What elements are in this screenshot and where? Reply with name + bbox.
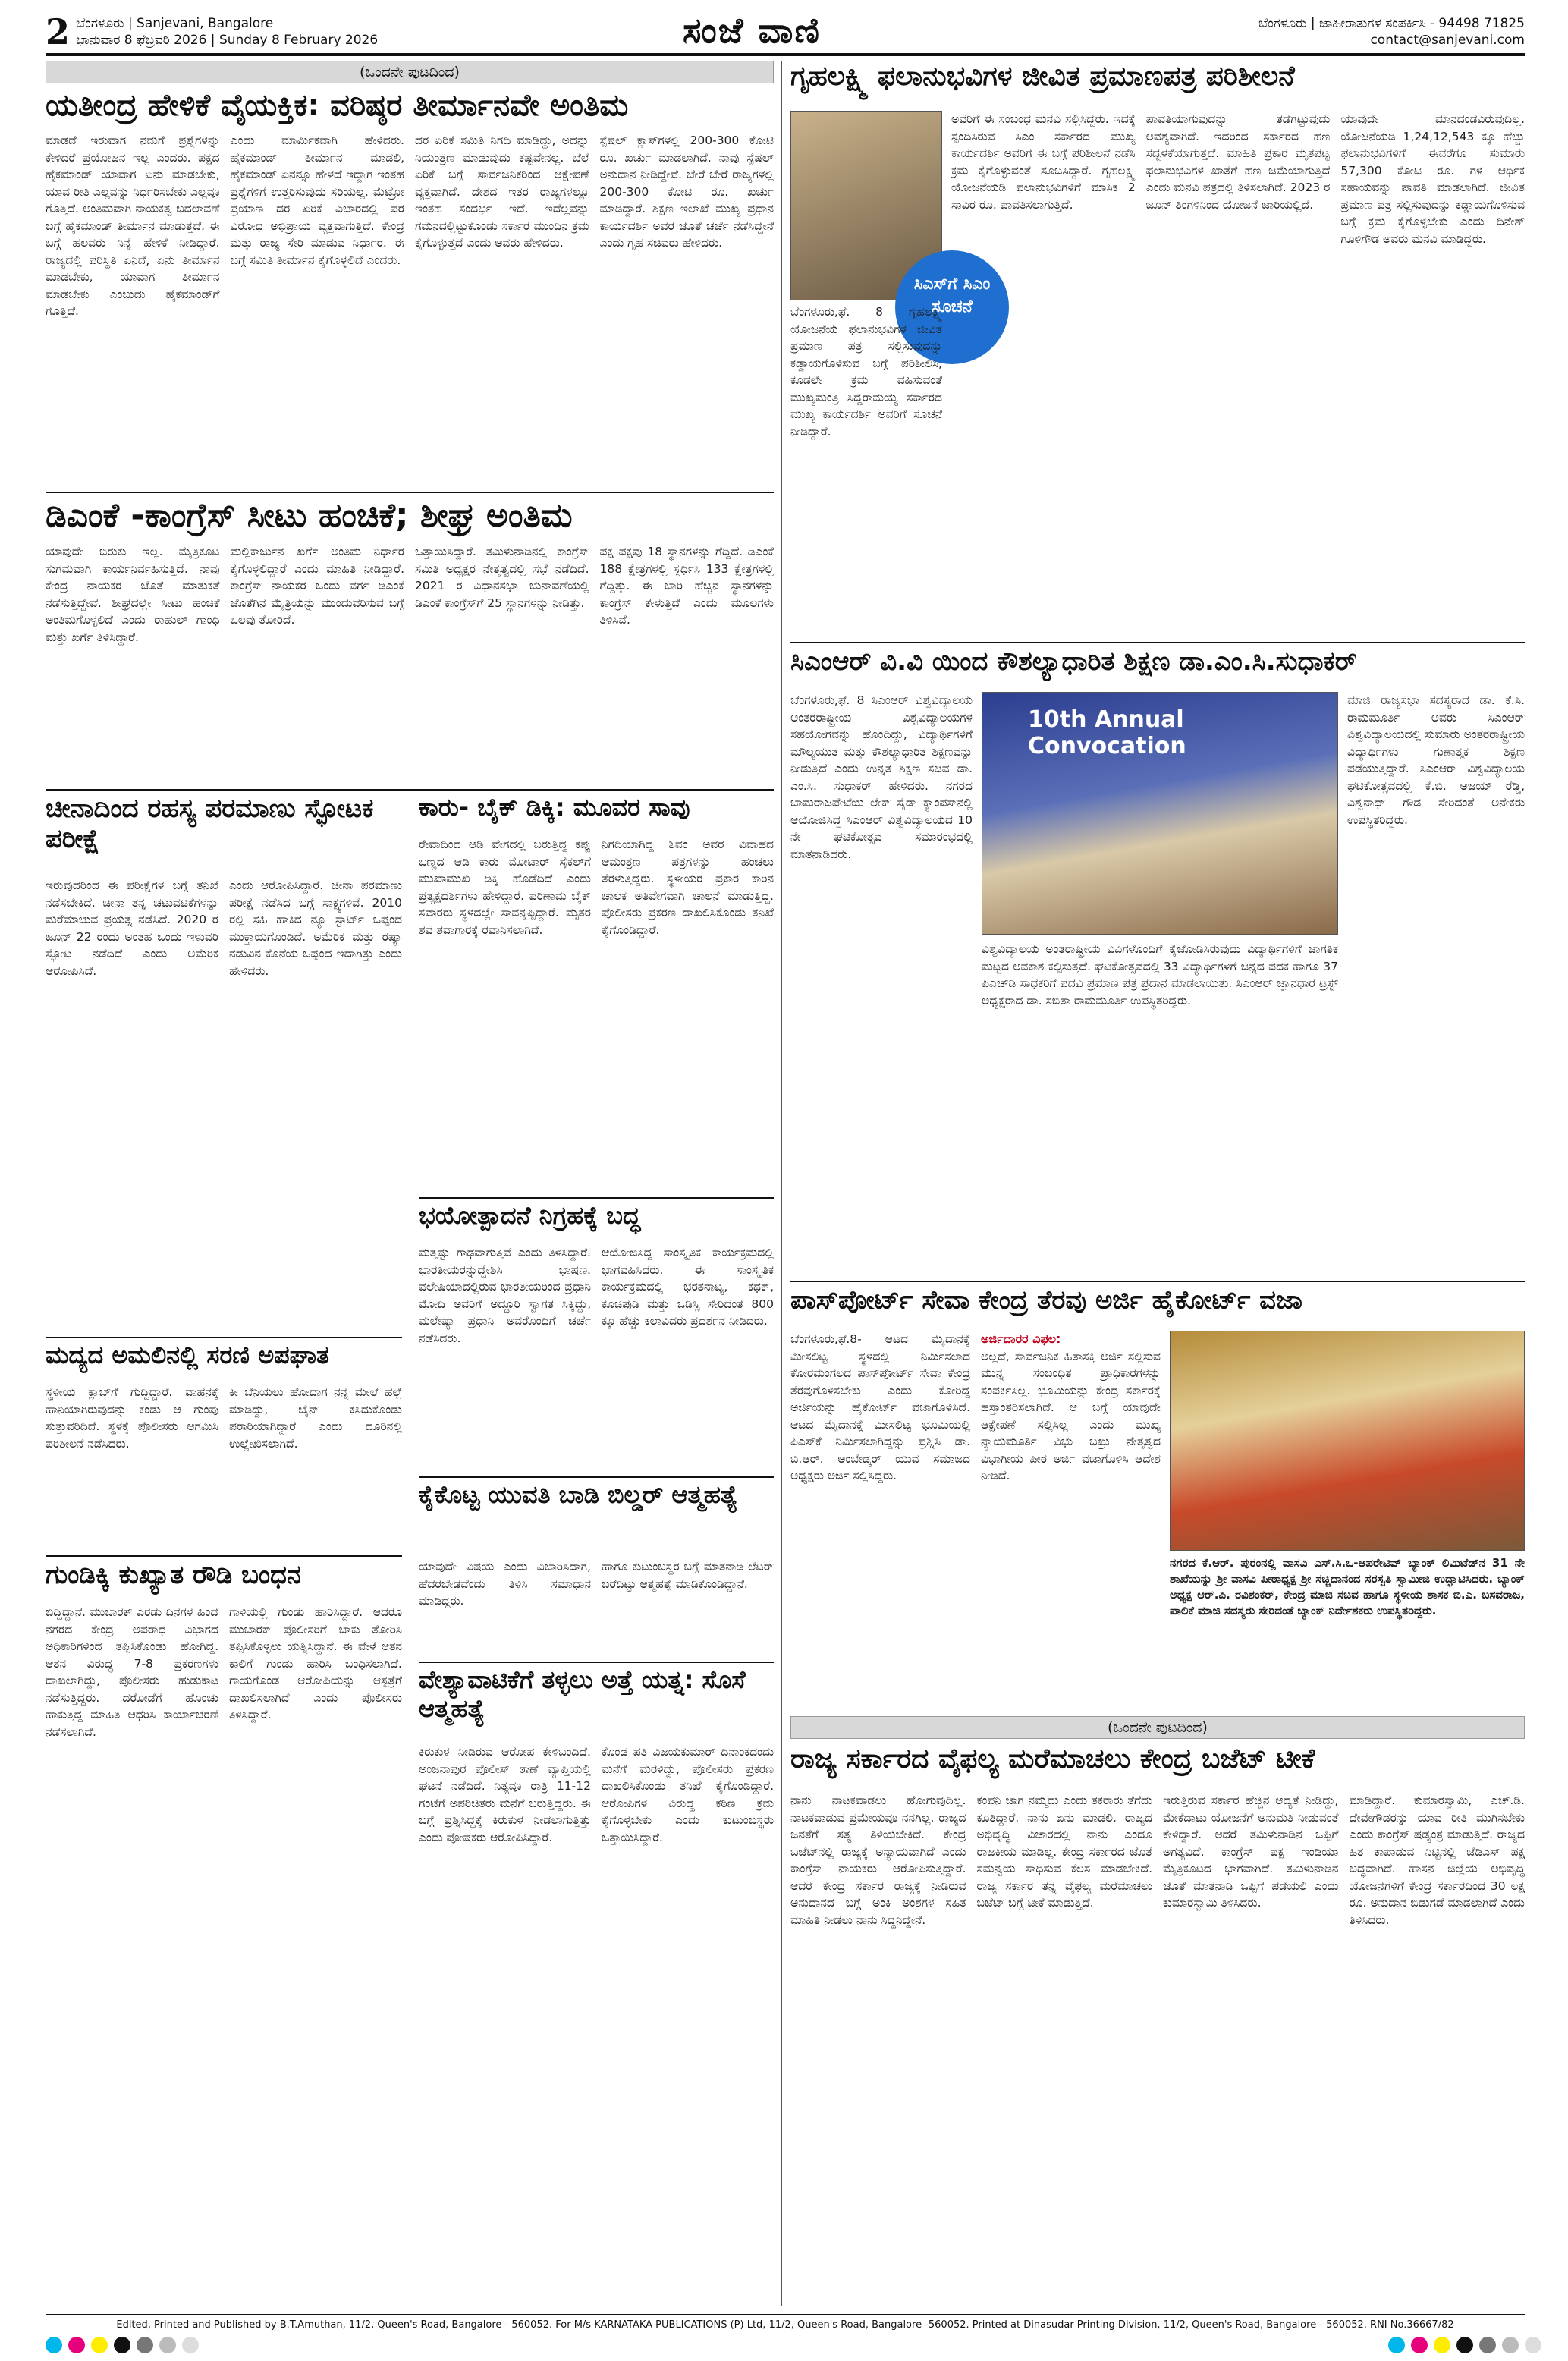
b4-body xyxy=(790,1792,1525,2308)
b2-col3: ಮಾಜಿ ರಾಜ್ಯಸಭಾ ಸದಸ್ಯರಾದ ಡಾ. ಕೆ.ಸಿ. ರಾಮಮೂರ್ತಿ ಅವರು ಸಿಎಂಆರ್ ವಿಶ್ವವಿದ್ಯಾಲಯದಲ್ಲಿ ಸುಮಾರು ಅಂತರರಾಷ್ಟ್ರೀಯ ವಿದ್ಯಾರ್ಥಿಗಳು ಗುಣಾತ್ಮಕ ಶಿಕ್ಷಣ ಪಡೆಯುತ್ತಿದ್ದಾರೆ. ಸಿಎಂಆರ್ ವಿಶ್ವವಿದ್ಯಾಲಯ ಘಟಿಕೋತ್ಸವದಲ್ಲಿ ಕೆ.ಬಿ. ಅಜಯ್ ರೆಡ್ಡಿ, ವಿಶ್ವನಾಥ್ ಗೌಡ ಸೇರಿದಂತೆ ಅನೇಕರು ಉಪಸ್ಥಿತರಿದ್ದರು. xyxy=(1347,693,1525,827)
a3-headline: ಚೀನಾದಿಂದ ರಹಸ್ಯ ಪರಮಾಣು ಸ್ಫೋಟಕ ಪರೀಕ್ಷೆ xyxy=(46,794,374,855)
page-number: 2 xyxy=(46,11,71,52)
b1-body xyxy=(951,111,1525,637)
b1-col3: ಪಾವತಿಯಾಗುವುದನ್ನು ತಡೆಗಟ್ಟುವುದು ಅವಶ್ಯವಾಗಿದೆ. ಇದರಿಂದ ಸರ್ಕಾರದ ಹಣ ಸದ್ಬಳಕೆಯಾಗುತ್ತದೆ. ಮಾಹಿತಿ ಪ್ರಕಾರ ಮೃತಪಟ್ಟ ಫಲಾನುಭವಿಗಳ ಖಾತೆಗೆ ಹಣ ಜಮೆಯಾಗುತ್ತಿದೆ ಎಂದು ಮನವಿ ಪತ್ರದಲ್ಲಿ ತಿಳಿಸಲಾಗಿದೆ. 2023 ರ ಜೂನ್ ತಿಂಗಳಿನಿಂದ ಯೋಜನೆ ಜಾರಿಯಲ್ಲಿದೆ. xyxy=(1145,112,1331,212)
color-dot xyxy=(1434,2337,1450,2353)
divider xyxy=(419,1197,774,1199)
b2-photo-caption: 10th Annual Convocation xyxy=(1028,706,1186,759)
city-label: ಬೆಂಗಳೂರು xyxy=(76,16,124,31)
a6-col1: ಸ್ಥಳೀಯ ಕ್ಲಾಬ್‌ಗೆ ಗುದ್ದಿದ್ದಾರೆ. ವಾಹನಕ್ಕೆ ಹಾನಿಯಾಗಿರುವುದನ್ನು ಕಂಡು ಆ ಗುಂಪು ಸುತ್ತುವರಿದಿದೆ. ಸ್ಥಳಕ್ಕೆ ಪೊಲೀಸರು ಆಗಮಿಸಿ ಪರಿಶೀಲನೆ ನಡೆಸಿದರು. xyxy=(46,1385,218,1451)
a2-body xyxy=(46,543,774,786)
divider xyxy=(790,1281,1525,1282)
divider xyxy=(46,1555,402,1557)
color-dot xyxy=(1388,2337,1405,2353)
a1-col2: ಎಂದು ಮಾರ್ಮಿಕವಾಗಿ ಹೇಳಿದರು. ಹೈಕಮಾಂಡ್ ತೀರ್ಮಾನ ಮಾಡಲಿ, ಹೈಕಮಾಂಡ್ ಏನನ್ನೂ ಹೇಳದೆ ಇದ್ದಾಗ ಇಂತಹ ಪ್ರಶ್ನೆಗಳಿಗೆ ಉತ್ತರಿಸುವುದು ಸರಿಯಲ್ಲ. ಮೆಟ್ರೋ ಪ್ರಯಾಣ ದರ ಏರಿಕೆ ವಿಚಾರದಲ್ಲಿ ಪರ ವಿರೋಧ ಅಭಿಪ್ರಾಯ ವ್ಯಕ್ತವಾಗುತ್ತಿದೆ. ಕೇಂದ್ರ ಮತ್ತು ರಾಜ್ಯ ಸೇರಿ ಮಾಡುವ ನಿರ್ಧಾರ. ಈ ಬಗ್ಗೆ ಸಮಿತಿ ತೀರ್ಮಾನ ಕೈಗೊಳ್ಳಲಿದೆ ಎಂದರು. xyxy=(230,134,404,267)
continued-kicker-2: (ಒಂದನೇ ಪುಟದಿಂದ) xyxy=(790,1716,1525,1739)
newspaper-name: ಸಂಜೆ ವಾಣಿ xyxy=(683,10,821,51)
color-dot xyxy=(68,2337,85,2353)
page-column-divider xyxy=(781,61,782,2306)
a1-col1: ಮಾಡದೆ ಇರುವಾಗ ನಮಗೆ ಪ್ರಶ್ನೆಗಳನ್ನು ಕೇಳಿದರೆ ಪ್ರಯೋಜನ ಇಲ್ಲ ಎಂದರು. ಪಕ್ಷದ ಹೈಕಮಾಂಡ್ ಯಾವಾಗ ಏನು ಮಾಡಬೇಕು, ಯಾವ ರೀತಿ ಎಲ್ಲವನ್ನು ನಿರ್ಧರಿಸಬೇಕು ಎಲ್ಲವೂ ಗೊತ್ತಿದೆ. ಅಂತಿಮವಾಗಿ ನಾಯಕತ್ವ ಬದಲಾವಣೆ ಬಗ್ಗೆ ಹೈಕಮಾಂಡ್ ತೀರ್ಮಾನ ಮಾಡುತ್ತದೆ. ಈ ಬಗ್ಗೆ ಹಲವರು ನಿನ್ನೆ ಹೇಳಿಕೆ ನೀಡಿದ್ದಾರೆ. ರಾಜ್ಯದಲ್ಲಿ ಪರಿಸ್ಥಿತಿ ಏನಿದೆ, ಏನು ತೀರ್ಮಾನ ಮಾಡಬೇಕು, ಯಾವಾಗ ತೀರ್ಮಾನ ಮಾಡಬೇಕು ಎಂಬುದು ಹೈಕಮಾಂಡ್‌ಗೆ ಗೊತ್ತಿದೆ. xyxy=(46,134,220,318)
b4-col3: ಇರುತ್ತಿರುವ ಸರ್ಕಾರ ಹೆಚ್ಚಿನ ಆದ್ಯತೆ ನೀಡಿದ್ದು, ಮೇಕೆದಾಟು ಯೋಜನೆಗೆ ಅನುಮತಿ ನೀಡುವಂತೆ ಕೇಳಿದ್ದಾರೆ. ಆದರೆ ತಮಿಳುನಾಡಿನ ಒಪ್ಪಿಗೆ ಅಗತ್ಯವಿದೆ. ಕಾಂಗ್ರೆಸ್ ಪಕ್ಷ ಇಂಡಿಯಾ ಮೈತ್ರಿಕೂಟದ ಭಾಗವಾಗಿದೆ. ತಮಿಳುನಾಡಿನ ಜೊತೆ ಮಾತನಾಡಿ ಒಪ್ಪಿಗೆ ಪಡೆಯಲಿ ಎಂದು ಕುಮಾರಸ್ವಾಮಿ ತಿಳಿಸಿದರು. xyxy=(1163,1794,1339,1910)
color-dot xyxy=(1479,2337,1496,2353)
newspaper-logo xyxy=(683,9,821,52)
b1-col2: ಅವರಿಗೆ ಈ ಸಂಬಂಧ ಮನವಿ ಸಲ್ಲಿಸಿದ್ದರು. ಇದಕ್ಕೆ ಸ್ಪಂದಿಸಿರುವ ಸಿಎಂ ಸರ್ಕಾರದ ಮುಖ್ಯ ಕಾರ್ಯದರ್ಶಿ ಅವರಿಗೆ ಈ ಬಗ್ಗೆ ಪರಿಶೀಲನೆ ನಡೆಸಿ ಕ್ರಮ ಕೈಗೊಳ್ಳುವಂತೆ ಸೂಚಿಸಿದ್ದಾರೆ. ಗೃಹಲಕ್ಷ್ಮಿ ಯೋಜನೆಯಡಿ ಫಲಾನುಭವಿಗಳಿಗೆ ಮಾಸಿಕ 2 ಸಾವಿರ ರೂ. ಪಾವತಿಸಲಾಗುತ್ತಿದೆ. xyxy=(951,112,1136,212)
a6-body xyxy=(46,1384,402,1551)
a5-body xyxy=(419,1244,774,1472)
date-kannada: ಭಾನುವಾರ 8 ಫೆಬ್ರವರಿ 2026 xyxy=(76,33,207,48)
b2-col1: ಬೆಂಗಳೂರು,ಫೆ. 8 ಸಿಎಂಆರ್ ವಿಶ್ವವಿದ್ಯಾಲಯ ಅಂತರರಾಷ್ಟ್ರೀಯ ವಿಶ್ವವಿದ್ಯಾಲಯಗಳ ಸಹಯೋಗವನ್ನು ಹೊಂದಿದ್ದು, ವಿದ್ಯಾರ್ಥಿಗಳಿಗೆ ಮೌಲ್ಯಯುತ ಮತ್ತು ಕೌಶಲ್ಯಾಧಾರಿತ ಶಿಕ್ಷಣವನ್ನು ನೀಡುತ್ತಿದೆ ಎಂದು ಉನ್ನತ ಶಿಕ್ಷಣ ಸಚಿವ ಡಾ. ಎಂ.ಸಿ. ಸುಧಾಕರ್ ಹೇಳಿದರು. ನಗರದ ಚಾಮರಾಜಪೇಟೆಯ ಲೇಕ್ ಸೈಡ್ ಕ್ಯಾಂಪಸ್‌ನಲ್ಲಿ ಆಯೋಜಿಸಿದ್ದ ಸಿಎಂಆರ್ ವಿಶ್ವವಿದ್ಯಾಲಯದ 10 ನೇ ಘಟಿಕೋತ್ಸವ ಸಮಾರಂಭದಲ್ಲಿ ಮಾತನಾಡಿದರು. xyxy=(790,693,973,861)
a8-col2: ಗಾಳಿಯಲ್ಲಿ ಗುಂಡು ಹಾರಿಸಿದ್ದಾರೆ. ಆದರೂ ಮುಬಾರಕ್ ಪೊಲೀಸರಿಗೆ ಚಾಕು ತೋರಿಸಿ ತಪ್ಪಿಸಿಕೊಳ್ಳಲು ಯತ್ನಿಸಿದ್ದಾನೆ. ಈ ವೇಳೆ ಆತನ ಕಾಲಿಗೆ ಗುಂಡು ಹಾರಿಸಿ ಬಂಧಿಸಲಾಗಿದೆ. ಗಾಯಗೊಂಡ ಆರೋಪಿಯನ್ನು ಆಸ್ಪತ್ರೆಗೆ ದಾಖಲಿಸಲಾಗಿದೆ ಎಂದು ಪೊಲೀಸರು ತಿಳಿಸಿದ್ದಾರೆ. xyxy=(229,1605,402,1721)
color-dot xyxy=(46,2337,62,2353)
continued-kicker: (ಒಂದನೇ ಪುಟದಿಂದ) xyxy=(46,61,774,83)
a7-body xyxy=(419,1558,774,1657)
b3-photo-caption: ನಗರದ ಕೆ.ಆರ್. ಪುರಂನಲ್ಲಿ ವಾಸವಿ ಎಸ್.ಸಿ.ಒ-ಆಪರೇಟಿವ್ ಬ್ಯಾಂಕ್ ಲಿಮಿಟೆಡ್‌ನ 31 ನೇ ಶಾಖೆಯನ್ನು ಶ್ರೀ ವಾಸವಿ ಪೀಠಾಧ್ಯಕ್ಷ ಶ್ರೀ ಸಚ್ಚಿದಾನಂದ ಸರಸ್ವತಿ ಸ್ವಾಮೀಜಿ ಉದ್ಘಾಟಿಸಿದರು. ಬ್ಯಾಂಕ್ ಅಧ್ಯಕ್ಷ ಆರ್.ಪಿ. ರವಿಶಂಕರ್, ಕೇಂದ್ರ ಮಾಜಿ ಸಚಿವ ಹಾಗೂ ಸ್ಥಳೀಯ ಶಾಸಕ ಬಿ.ಎ. ಬಸವರಾಜ, ಪಾಲಿಕೆ ಮಾಜಿ ಸದಸ್ಯರು ಸೇರಿದಂತೆ ಬ್ಯಾಂಕ್ ನಿರ್ದೇಶಕರು ಉಪಸ್ಥಿತರಿದ್ದರು. xyxy=(1170,1556,1525,1617)
a9-body xyxy=(419,1743,774,2302)
color-dot xyxy=(1411,2337,1428,2353)
divider xyxy=(46,789,774,791)
a2-headline: ಡಿಎಂಕೆ -ಕಾಂಗ್ರೆಸ್ ಸೀಟು ಹಂಚಿಕೆ; ಶೀಘ್ರ ಅಂತಿಮ xyxy=(46,496,573,535)
masthead xyxy=(46,9,1525,56)
imprint-footer: Edited, Printed and Published by B.T.Amuthan, 11/2, Queen's Road, Bangalore - 560052. For M/s KARNATAKA PUBLICATIONS (P) Ltd, 11/2, Queen's Road, Bangalore -560052. Printed at Dinasudar Printing Division, 11/2, Queen's Road, Bangalore - 560052. RNI No.36667/82 xyxy=(46,2314,1525,2337)
color-dot xyxy=(1456,2337,1473,2353)
a3-col2: ಎಂದು ಆರೋಪಿಸಿದ್ದಾರೆ. ಚೀನಾ ಪರಮಾಣು ಪರೀಕ್ಷೆ ನಡೆಸಿದ ಬಗ್ಗೆ ಸಾಕ್ಷ್ಯಗಳಿವೆ. 2010 ರಲ್ಲಿ ಸಹಿ ಹಾಕಿದ ನ್ಯೂ ಸ್ಟಾರ್ಟ್ ಒಪ್ಪಂದ ಮುಕ್ತಾಯಗೊಂಡಿದೆ. ಅಮೆರಿಕ ಮತ್ತು ರಷ್ಯಾ ನಡುವಿನ ಕೊನೆಯ ಒಪ್ಪಂದ ಇದಾಗಿತ್ತು ಎಂದು ಹೇಳಿದರು. xyxy=(229,879,402,978)
color-dot xyxy=(137,2337,153,2353)
b3-subhead: ಅರ್ಜಿದಾರರ ವಿಫಲ: xyxy=(981,1331,1061,1346)
divider xyxy=(419,1476,774,1478)
b3-body xyxy=(790,1331,1161,1710)
a9-col1: ಕಿರುಕುಳ ನೀಡಿರುವ ಆರೋಪ ಕೇಳಿಬಂದಿದೆ. ಅಂಜನಾಪುರ ಪೊಲೀಸ್ ಠಾಣೆ ವ್ಯಾಪ್ತಿಯಲ್ಲಿ ಘಟನೆ ನಡೆದಿದೆ. ನಿತ್ಯವೂ ರಾತ್ರಿ 11-12 ಗಂಟೆಗೆ ಅಪರಿಚಿತರು ಮನೆಗೆ ಬರುತ್ತಿದ್ದರು. ಈ ಬಗ್ಗೆ ಪ್ರಶ್ನಿಸಿದ್ದಕ್ಕೆ ಕಿರುಕುಳ ನೀಡಲಾಗುತ್ತಿತ್ತು ಎಂದು ಪೋಷಕರು ಆರೋಪಿಸಿದ್ದಾರೆ. xyxy=(419,1745,591,1844)
color-dot xyxy=(159,2337,176,2353)
b1-col4: ಯಾವುದೇ ಮಾನದಂಡವಿರುವುದಿಲ್ಲ. ಯೋಜನೆಯಡಿ 1,24,12,543 ಕ್ಕೂ ಹೆಚ್ಚು ಫಲಾನುಭವಿಗಳಿಗೆ ಈವರೆಗೂ ಸುಮಾರು 57,300 ಕೋಟಿ ರೂ. ಗಳ ಆರ್ಥಿಕ ಸಹಾಯವನ್ನು ಪಾವತಿ ಮಾಡಲಾಗಿದೆ. ಜೀವಿತ ಪ್ರಮಾಣ ಪತ್ರ ಸಲ್ಲಿಸುವುದನ್ನು ಕಡ್ಡಾಯಗೊಳಿಸುವ ಬಗ್ಗೆ ಕ್ರಮ ಕೈಗೊಳ್ಳಬೇಕು ಎಂದು ದಿನೇಶ್ ಗೂಳಿಗೌಡ ಅವರು ಮನವಿ ಮಾಡಿದ್ದರು. xyxy=(1340,112,1525,246)
a5-headline: ಭಯೋತ್ಪಾದನೆ ನಿಗ್ರಹಕ್ಕೆ ಬದ್ಧ xyxy=(419,1202,641,1230)
b4-col2: ಕಂಪನಿ ಜಾಗ ನಮ್ಮದು ಎಂದು ತಕರಾರು ತೆಗೆದು ಕೂತಿದ್ದಾರೆ. ನಾನು ಏನು ಮಾಡಲಿ. ರಾಜ್ಯದ ಅಭಿವೃದ್ಧಿ ವಿಚಾರದಲ್ಲಿ ನಾನು ಎಂದೂ ರಾಜಕೀಯ ಮಾಡಿಲ್ಲ. ಕೇಂದ್ರ ಸರ್ಕಾರದ ಜೊತೆ ಸಮನ್ವಯ ಸಾಧಿಸುವ ಕೆಲಸ ಮಾಡಬೇಕಿದೆ. ರಾಜ್ಯ ಸರ್ಕಾರ ತನ್ನ ವೈಫಲ್ಯ ಮರೆಮಾಚಲು ಬಜೆಟ್ ಬಗ್ಗೆ ಟೀಕೆ ಮಾಡುತ್ತಿದೆ. xyxy=(976,1794,1152,1910)
a4-headline: ಕಾರು- ಬೈಕ್ ಡಿಕ್ಕಿ: ಮೂವರ ಸಾವು xyxy=(419,794,690,822)
registration-marks-left xyxy=(46,2337,199,2353)
masthead-right xyxy=(1258,15,1525,49)
a4-col2: ನಿಗದಿಯಾಗಿದ್ದ ಶಿವಂ ಅವರ ವಿವಾಹದ ಆಮಂತ್ರಣ ಪತ್ರಗಳನ್ನು ಹಂಚಲು ತೆರಳುತ್ತಿದ್ದರು. ಸ್ಥಳೀಯರ ಪ್ರಕಾರ ಕಾರಿನ ಚಾಲಕ ಅತಿವೇಗವಾಗಿ ಚಾಲನೆ ಮಾಡುತ್ತಿದ್ದ. ಪೊಲೀಸರು ಪ್ರಕರಣ ದಾಖಲಿಸಿಕೊಂಡು ತನಿಖೆ ಕೈಗೊಂಡಿದ್ದಾರೆ. xyxy=(602,838,774,937)
a1-col3: ದರ ಏರಿಕೆ ಸಮಿತಿ ನಿಗದಿ ಮಾಡಿದ್ದು, ಅದನ್ನು ನಿಯಂತ್ರಣ ಮಾಡುವುದು ಕಷ್ಟವೇನಲ್ಲ. ಬೆಲೆ ಏರಿಕೆ ಬಗ್ಗೆ ಸಾರ್ವಜನಿಕರಿಂದ ಆಕ್ಷೇಪಣೆ ವ್ಯಕ್ತವಾಗಿದೆ. ದೇಶದ ಇತರ ರಾಜ್ಯಗಳಲ್ಲೂ ಇಂತಹ ಸಂದರ್ಭ ಇದೆ. ಇದೆಲ್ಲವನ್ನು ಗಮನದಲ್ಲಿಟ್ಟುಕೊಂಡು ಸರ್ಕಾರ ಮುಂದಿನ ಕ್ರಮ ಕೈಗೊಳ್ಳುತ್ತದೆ ಎಂದು ಅವರು ಹೇಳಿದರು. xyxy=(415,134,589,250)
b2-col2: ವಿಶ್ವವಿದ್ಯಾಲಯ ಅಂತರಾಷ್ಟ್ರೀಯ ವಿವಿಗಳೊಂದಿಗೆ ಕೈಜೋಡಿಸಿರುವುದು ವಿದ್ಯಾರ್ಥಿಗಳಿಗೆ ಜಾಗತಿಕ ಮಟ್ಟದ ಅವಕಾಶ ಕಲ್ಪಿಸುತ್ತದೆ. ಘಟಿಕೋತ್ಸವದಲ್ಲಿ 33 ವಿದ್ಯಾರ್ಥಿಗಳಿಗೆ ಚಿನ್ನದ ಪದಕ ಹಾಗೂ 37 ಪಿಎಚ್‌ಡಿ ಸಾಧಕರಿಗೆ ಪದವಿ ಪ್ರಮಾಣ ಪತ್ರ ಪ್ರದಾನ ಮಾಡಲಾಯಿತು. ಸಿಎಂಆರ್ ಜ್ಞಾನಧಾರ ಟ್ರಸ್ಟ್ ಅಧ್ಯಕ್ಷರಾದ ಡಾ. ಸಬಿತಾ ರಾಮಮೂರ್ತಿ ಉಪಸ್ಥಿತರಿದ್ದರು. xyxy=(982,942,1338,1008)
a3-col1: ಇರುವುದರಿಂದ ಈ ಪರೀಕ್ಷೆಗಳ ಬಗ್ಗೆ ತನಿಖೆ ನಡೆಸಬೇಕಿದೆ. ಚೀನಾ ತನ್ನ ಚಟುವಟಿಕೆಗಳನ್ನು ಮರೆಮಾಚುವ ಪ್ರಯತ್ನ ನಡೆಸಿದೆ. 2020 ರ ಜೂನ್ 22 ರಂದು ಅಂತಹ ಒಂದು ಇಳುವರಿ ಸ್ಫೋಟ ನಡೆದಿದೆ ಎಂದು ಅಮೆರಿಕ ಆರೋಪಿಸಿದೆ. xyxy=(46,879,218,978)
a2-col1: ಯಾವುದೇ ಬಿರುಕು ಇಲ್ಲ. ಮೈತ್ರಿಕೂಟ ಸುಗಮವಾಗಿ ಕಾರ್ಯನಿರ್ವಹಿಸುತ್ತಿದೆ. ನಾವು ಕೇಂದ್ರ ನಾಯಕರ ಜೊತೆ ಮಾತುಕತೆ ನಡೆಸುತ್ತಿದ್ದೇವೆ. ಶೀಘ್ರದಲ್ಲೇ ಸೀಟು ಹಂಚಿಕೆ ಅಂತಿಮಗೊಳ್ಳಲಿದೆ ಎಂದು ರಾಹುಲ್ ಗಾಂಧಿ ಮತ್ತು ಖರ್ಗೆ ತಿಳಿಸಿದ್ದಾರೆ. xyxy=(46,545,220,644)
b1-headline: ಗೃಹಲಕ್ಷ್ಮಿ ಫಲಾನುಭವಿಗಳ ಜೀವಿತ ಪ್ರಮಾಣಪತ್ರ ಪರಿಶೀಲನೆ xyxy=(790,61,1295,92)
a9-headline: ವೇಶ್ಯಾವಾಟಿಕೆಗೆ ತಳ್ಳಲು ಅತ್ತೆ ಯತ್ನ: ಸೊಸೆ ಆತ್ಮಹತ್ಯೆ xyxy=(419,1666,746,1723)
registration-marks-right xyxy=(1388,2337,1541,2353)
a2-col3: ಒತ್ತಾಯಿಸಿದ್ದಾರೆ. ತಮಿಳುನಾಡಿನಲ್ಲಿ ಕಾಂಗ್ರೆಸ್ ಸಮಿತಿ ಅಧ್ಯಕ್ಷರ ನೇತೃತ್ವದಲ್ಲಿ ಸಭೆ ನಡೆದಿದೆ. 2021 ರ ವಿಧಾನಸಭಾ ಚುನಾವಣೆಯಲ್ಲಿ ಡಿಎಂಕೆ ಕಾಂಗ್ರೆಸ್‌ಗೆ 25 ಸ್ಥಾನಗಳನ್ನು ನೀಡಿತ್ತು. xyxy=(415,545,589,610)
a1-body xyxy=(46,132,774,489)
date-english: Sunday 8 February 2026 xyxy=(218,33,379,48)
edition-label: Sanjevani, Bangalore xyxy=(137,16,274,31)
a1-headline: ಯತೀಂದ್ರ ಹೇಳಿಕೆ ವೈಯಕ್ತಿಕ: ವರಿಷ್ಠರ ತೀರ್ಮಾನವೇ ಅಂತಿಮ xyxy=(46,88,629,123)
masthead-left: ಬೆಂಗಳೂರು | Sanjevani, Bangalore ಭಾನುವಾರ 8 ಫೆಬ್ರವರಿ 2026 | Sunday 8 February 2026 xyxy=(76,16,379,48)
b3-inauguration-photo xyxy=(1170,1331,1525,1551)
b3-headline: ಪಾಸ್‌ಪೋರ್ಟ್ ಸೇವಾ ಕೇಂದ್ರ ತೆರವು ಅರ್ಜಿ ಹೈಕೋರ್ಟ್ ವಜಾ xyxy=(790,1285,1302,1316)
b3-col2-text: ಅಲ್ಲದೆ, ಸಾರ್ವಜನಿಕ ಹಿತಾಸಕ್ತಿ ಅರ್ಜಿ ಸಲ್ಲಿಸುವ ಮುನ್ನ ಸಂಬಂಧಿತ ಪ್ರಾಧಿಕಾರಗಳನ್ನು ಸಂಪರ್ಕಿಸಿಲ್ಲ. ಭೂಮಿಯನ್ನು ಕೇಂದ್ರ ಸರ್ಕಾರಕ್ಕೆ ಹಸ್ತಾಂತರಿಸಲಾಗಿದೆ. ಆ ಬಗ್ಗೆ ಯಾವುದೇ ಆಕ್ಷೇಪಣೆ ಸಲ್ಲಿಸಿಲ್ಲ ಎಂದು ಮುಖ್ಯ ನ್ಯಾಯಮೂರ್ತಿ ವಿಭು ಬಖ್ರು ನೇತೃತ್ವದ ವಿಭಾಗೀಯ ಪೀಠ ಅರ್ಜಿ ವಜಾಗೊಳಿಸಿ ಆದೇಶ ನೀಡಿದೆ. xyxy=(981,1349,1161,1482)
color-dot xyxy=(1525,2337,1541,2353)
a2-col2: ಮಲ್ಲಿಕಾರ್ಜುನ ಖರ್ಗೆ ಅಂತಿಮ ನಿರ್ಧಾರ ಕೈಗೊಳ್ಳಲಿದ್ದಾರೆ ಎಂದು ಮಾಹಿತಿ ನೀಡಿದ್ದಾರೆ. ಕಾಂಗ್ರೆಸ್ ನಾಯಕರ ಒಂದು ವರ್ಗ ಡಿಎಂಕೆ ಜೊತೆಗಿನ ಮೈತ್ರಿಯನ್ನು ಮುಂದುವರಿಸುವ ಬಗ್ಗೆ ಒಲವು ತೋರಿದೆ. xyxy=(230,545,404,627)
a4-body xyxy=(419,836,774,1193)
a4-col1: ರೇವಾದಿಂದ ಆಡಿ ವೇಗದಲ್ಲಿ ಬರುತ್ತಿದ್ದ ಕಪ್ಪು ಬಣ್ಣದ ಆಡಿ ಕಾರು ಮೋಟಾರ್ ಸೈಕಲ್‌ಗೆ ಮುಖಾಮುಖಿ ಡಿಕ್ಕಿ ಹೊಡೆದಿದೆ ಎಂದು ಪ್ರತ್ಯಕ್ಷದರ್ಶಿಗಳು ಹೇಳಿದ್ದಾರೆ. ಪರಿಣಾಮ ಬೈಕ್ ಸವಾರರು ಸ್ಥಳದಲ್ಲೇ ಸಾವನ್ನಪ್ಪಿದ್ದಾರೆ. ಮೃತರ ಶವ ಶವಾಗಾರಕ್ಕೆ ರವಾನಿಸಲಾಗಿದೆ. xyxy=(419,838,591,937)
divider xyxy=(46,492,774,493)
contact-email: contact@sanjevani.com xyxy=(1370,33,1525,48)
b1-badge-text: ಸಿಎಸ್‌ಗೆ ಸಿಎಂ ಸೂಚನೆ xyxy=(913,275,991,316)
color-dot xyxy=(91,2337,108,2353)
b1-col1: ಬೆಂಗಳೂರು,ಫೆ. 8 ಗೃಹಲಕ್ಷ್ಮಿ ಯೋಜನೆಯ ಫಲಾನುಭವಿಗಳ ಜೀವಿತ ಪ್ರಮಾಣ ಪತ್ರ ಸಲ್ಲಿಸುವುದನ್ನು ಕಡ್ಡಾಯಗೊಳಿಸುವ ಬಗ್ಗೆ ಪರಿಶೀಲಿಸಿ, ಕೂಡಲೇ ಕ್ರಮ ವಹಿಸುವಂತೆ ಮುಖ್ಯಮಂತ್ರಿ ಸಿದ್ದರಾಮಯ್ಯ ಸರ್ಕಾರದ ಮುಖ್ಯ ಕಾರ್ಯದರ್ಶಿ ಅವರಿಗೆ ಸೂಚನೆ ನೀಡಿದ್ದಾರೆ. xyxy=(790,305,942,439)
color-dot xyxy=(1502,2337,1519,2353)
a5-col1: ಮತ್ತಷ್ಟು ಗಾಢವಾಗುತ್ತಿವೆ ಎಂದು ತಿಳಿಸಿದ್ದಾರೆ. ಭಾರತೀಯರನ್ನುದ್ದೇಶಿಸಿ ಭಾಷಣ. ವಲೇಷಿಯಾದಲ್ಲಿರುವ ಭಾರತೀಯರಿಂದ ಪ್ರಧಾನಿ ಮೋದಿ ಅವರಿಗೆ ಅದ್ಧೂರಿ ಸ್ವಾಗತ ಸಿಕ್ಕಿದ್ದು, ಮಲೇಷ್ಯಾ ಪ್ರಧಾನಿ ಅವರೊಂದಿಗೆ ಚರ್ಚೆ ನಡೆಸಿದರು. xyxy=(419,1246,591,1345)
b2-headline: ಸಿಎಂಆರ್ ವಿ.ವಿ ಯಿಂದ ಕೌಶಲ್ಯಾಧಾರಿತ ಶಿಕ್ಷಣ ಡಾ.ಎಂ.ಸಿ.ಸುಧಾಕರ್ xyxy=(790,646,1357,677)
divider xyxy=(790,642,1525,643)
a8-headline: ಗುಂಡಿಕ್ಕಿ ಕುಖ್ಯಾತ ರೌಡಿ ಬಂಧನ xyxy=(46,1560,301,1590)
divider xyxy=(46,1337,402,1338)
ad-contact: ಬೆಂಗಳೂರು | ಜಾಹೀರಾತುಗಳ ಸಂಪರ್ಕಿಸಿ - 94498 71825 xyxy=(1258,16,1525,31)
a7-headline: ಕೈಕೊಟ್ಟ ಯುವತಿ ಬಾಡಿ ಬಿಲ್ಡರ್ ಆತ್ಮಹತ್ಯೆ xyxy=(419,1481,738,1509)
a5-col2: ಆಯೋಜಿಸಿದ್ದ ಸಾಂಸ್ಕೃತಿಕ ಕಾರ್ಯಕ್ರಮದಲ್ಲಿ ಭಾಗವಹಿಸಿದರು. ಈ ಸಾಂಸ್ಕೃತಿಕ ಕಾರ್ಯಕ್ರಮದಲ್ಲಿ ಭರತನಾಟ್ಯ, ಕಥಕ್, ಕೂಚಿಪುಡಿ ಮತ್ತು ಒಡಿಸ್ಸಿ ಸೇರಿದಂತೆ 800 ಕ್ಕೂ ಹೆಚ್ಚು ಕಲಾವಿದರು ಪ್ರದರ್ಶನ ನೀಡಿದರು. xyxy=(602,1246,774,1328)
color-dot xyxy=(182,2337,199,2353)
b4-col1: ನಾನು ನಾಟಕವಾಡಲು ಹೋಗುವುದಿಲ್ಲ. ನಾಟಕವಾಡುವ ಪ್ರಮೇಯವೂ ನನಗಿಲ್ಲ. ರಾಜ್ಯದ ಜನತೆಗೆ ಸತ್ಯ ತಿಳಿಯಬೇಕಿದೆ. ಕೇಂದ್ರ ಬಜೆಟ್‌ನಲ್ಲಿ ರಾಜ್ಯಕ್ಕೆ ಅನ್ಯಾಯವಾಗಿದೆ ಎಂದು ಕಾಂಗ್ರೆಸ್ ನಾಯಕರು ಆರೋಪಿಸುತ್ತಿದ್ದಾರೆ. ಆದರೆ ಕೇಂದ್ರ ಸರ್ಕಾರ ರಾಜ್ಯಕ್ಕೆ ನೀಡಿರುವ ಅನುದಾನದ ಬಗ್ಗೆ ಅಂಕಿ ಅಂಶಗಳ ಸಹಿತ ಮಾಹಿತಿ ನೀಡಲು ನಾನು ಸಿದ್ಧನಿದ್ದೇನೆ. xyxy=(790,1794,966,1927)
divider xyxy=(419,1662,774,1663)
a8-body xyxy=(46,1604,402,2302)
b3-col1: ಬೆಂಗಳೂರು,ಫೆ.8- ಆಟದ ಮೈದಾನಕ್ಕೆ ಮೀಸಲಿಟ್ಟ ಸ್ಥಳದಲ್ಲಿ ನಿರ್ಮಿಸಲಾದ ಕೋರಮಂಗಲದ ಪಾಸ್‌ಪೋರ್ಟ್ ಸೇವಾ ಕೇಂದ್ರ ತೆರವುಗೊಳಿಸಬೇಕು ಎಂದು ಕೋರಿದ್ದ ಅರ್ಜಿಯನ್ನು ಹೈಕೋರ್ಟ್ ವಜಾಗೊಳಿಸಿದೆ. ಆಟದ ಮೈದಾನಕ್ಕೆ ಮೀಸಲಿಟ್ಟ ಭೂಮಿಯಲ್ಲಿ ಪಿಎಸ್‌ಕೆ ನಿರ್ಮಿಸಲಾಗಿದ್ದನ್ನು ಪ್ರಶ್ನಿಸಿ ಡಾ. ಬಿ.ಆರ್. ಅಂಬೇಡ್ಕರ್ ಯುವ ಸಮಾಜದ ಅಧ್ಯಕ್ಷರು ಅರ್ಜಿ ಸಲ್ಲಿಸಿದ್ದರು. xyxy=(790,1332,970,1482)
a6-headline: ಮದ್ಯದ ಅಮಲಿನಲ್ಲಿ ಸರಣಿ ಅಪಘಾತ xyxy=(46,1341,329,1369)
b2-convocation-photo xyxy=(982,692,1338,935)
a1-col4: ಸ್ಪೆಷಲ್ ಕ್ಲಾಸ್‌ಗಳಲ್ಲಿ 200-300 ಕೋಟಿ ರೂ. ಖರ್ಚು ಮಾಡಲಾಗಿದೆ. ನಾವು ಸ್ಪೆಷಲ್ ಅನುದಾನ ನೀಡಿದ್ದೇವೆ. ಬೇರೆ ಬೇರೆ ರಾಜ್ಯಗಳಲ್ಲಿ 200-300 ಕೋಟಿ ರೂ. ಖರ್ಚು ಮಾಡಿದ್ದಾರೆ. ಶಿಕ್ಷಣ ಇಲಾಖೆ ಮುಖ್ಯ ಪ್ರಧಾನ ಕಾರ್ಯದರ್ಶಿ ಅವರ ಜೊತೆ ಚರ್ಚೆ ನಡೆಸಿದ್ದೇನೆ ಎಂದು ಗೃಹ ಸಚಿವರು ಹೇಳಿದರು. xyxy=(599,134,774,250)
b4-col4: ಮಾಡಿದ್ದಾರೆ. ಕುಮಾರಸ್ವಾಮಿ, ಎಚ್.ಡಿ. ದೇವೇಗೌಡರನ್ನು ಯಾವ ರೀತಿ ಮುಗಿಸಬೇಕು ಎಂದು ಕಾಂಗ್ರೆಸ್ ಷಡ್ಯಂತ್ರ ಮಾಡುತ್ತಿದೆ. ರಾಜ್ಯದ ಹಿತ ಕಾಪಾಡುವ ನಿಟ್ಟಿನಲ್ಲಿ ಜೆಡಿಎಸ್ ಪಕ್ಷ ಬದ್ಧವಾಗಿದೆ. ಹಾಸನ ಜಿಲ್ಲೆಯ ಅಭಿವೃದ್ಧಿ ಯೋಜನೆಗಳಿಗೆ ಕೇಂದ್ರ ಸರ್ಕಾರದಿಂದ 30 ಲಕ್ಷ ರೂ. ಅನುದಾನ ಬಿಡುಗಡೆ ಮಾಡಲಾಗಿದೆ ಎಂದು ತಿಳಿಸಿದರು. xyxy=(1349,1794,1525,1927)
a3-body xyxy=(46,877,402,1332)
a2-col4: ಪಕ್ಷ ಪಕ್ಷವು 18 ಸ್ಥಾನಗಳನ್ನು ಗೆದ್ದಿದೆ. ಡಿಎಂಕೆ 188 ಕ್ಷೇತ್ರಗಳಲ್ಲಿ ಸ್ಪರ್ಧಿಸಿ 133 ಕ್ಷೇತ್ರಗಳಲ್ಲಿ ಗೆದ್ದಿತ್ತು. ಈ ಬಾರಿ ಹೆಚ್ಚಿನ ಸ್ಥಾನಗಳನ್ನು ಕಾಂಗ್ರೆಸ್ ಕೇಳುತ್ತಿದೆ ಎಂದು ಮೂಲಗಳು ತಿಳಿಸಿವೆ. xyxy=(599,545,774,627)
b4-headline: ರಾಜ್ಯ ಸರ್ಕಾರದ ವೈಫಲ್ಯ ಮರೆಮಾಚಲು ಕೇಂದ್ರ ಬಜೆಟ್ ಟೀಕೆ xyxy=(790,1743,1315,1775)
a8-col1: ಬಿದ್ದಿದ್ದಾನೆ. ಮುಬಾರಕ್ ಎರಡು ದಿನಗಳ ಹಿಂದೆ ನಗರದ ಕೇಂದ್ರ ಅಪರಾಧ ವಿಭಾಗದ ಅಧಿಕಾರಿಗಳಿಂದ ತಪ್ಪಿಸಿಕೊಂಡು ಹೋಗಿದ್ದ. ಆತನ ವಿರುದ್ಧ 7-8 ಪ್ರಕರಣಗಳು ದಾಖಲಾಗಿದ್ದು, ಪೊಲೀಸರು ಹುಡುಕಾಟ ನಡೆಸುತ್ತಿದ್ದರು. ದರೋಡೆಗೆ ಹೊಂಚು ಹಾಕುತ್ತಿದ್ದ ಮಾಹಿತಿ ಆಧರಿಸಿ ಕಾರ್ಯಾಚರಣೆ ನಡೆಸಲಾಗಿದೆ. xyxy=(46,1605,218,1739)
a7-col1: ಯಾವುದೇ ವಿಷಯ ಎಂದು ವಿಚಾರಿಸಿದಾಗ, ಹೆದರಬೇಡವೆಂದು ತಿಳಿಸಿ ಸಮಾಧಾನ ಮಾಡಿದ್ದರು. xyxy=(419,1560,591,1608)
b3-col2 xyxy=(981,1331,1161,1710)
a9-col2: ಕೊಂಡ ಪತಿ ವಿಜಯಕುಮಾರ್ ದಿನಾಂಕದಂದು ಮನೆಗೆ ಮರಳಿದ್ದು, ಪೊಲೀಸರು ಪ್ರಕರಣ ದಾಖಲಿಸಿಕೊಂಡು ತನಿಖೆ ಕೈಗೊಂಡಿದ್ದಾರೆ. ಆರೋಪಿಗಳ ವಿರುದ್ಧ ಕಠಿಣ ಕ್ರಮ ಕೈಗೊಳ್ಳಬೇಕು ಎಂದು ಕುಟುಂಬಸ್ಥರು ಒತ್ತಾಯಿಸಿದ್ದಾರೆ. xyxy=(602,1745,774,1844)
color-dot xyxy=(114,2337,130,2353)
a7-col2: ಹಾಗೂ ಕುಟುಂಬಸ್ಥರ ಬಗ್ಗೆ ಮಾತನಾಡಿ ಲೆಟರ್ ಬರೆದಿಟ್ಟು ಆತ್ಮಹತ್ಯೆ ಮಾಡಿಕೊಂಡಿದ್ದಾನೆ. xyxy=(602,1560,774,1591)
a6-col2: ಕೀ ಬೆನಿಯಲು ಹೋದಾಗ ನನ್ನ ಮೇಲೆ ಹಲ್ಲೆ ಮಾಡಿದ್ದು, ಚೈನ್ ಕಸಿದುಕೊಂಡು ಪರಾರಿಯಾಗಿದ್ದಾರೆ ಎಂದು ದೂರಿನಲ್ಲಿ ಉಲ್ಲೇಖಿಸಲಾಗಿದೆ. xyxy=(229,1385,402,1451)
